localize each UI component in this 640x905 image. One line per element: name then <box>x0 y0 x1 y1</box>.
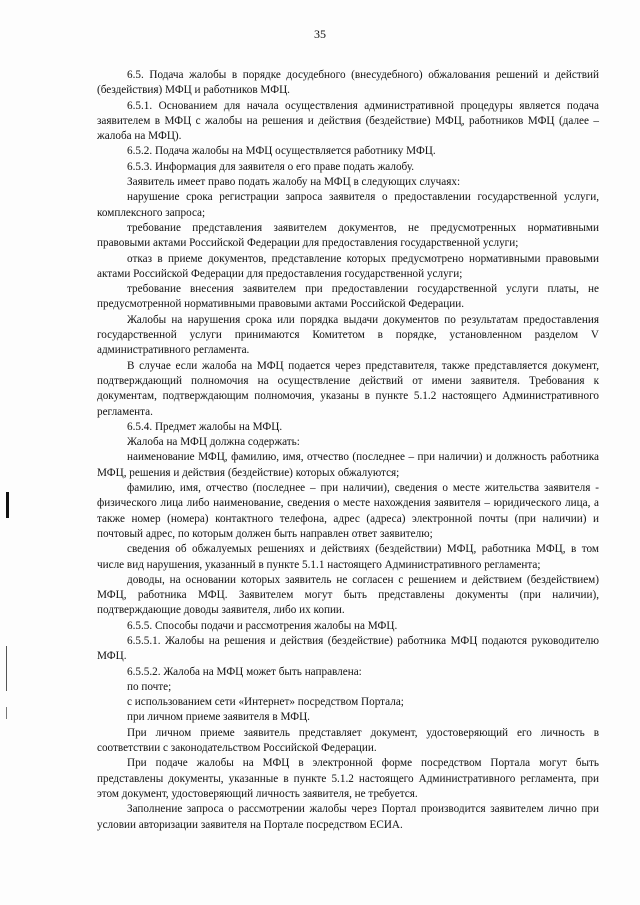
paragraph: при личном приеме заявителя в МФЦ. <box>127 711 310 724</box>
paragraph: 6.5.3. Информация для заявителя о его праве подать жалобу. <box>127 160 415 173</box>
margin-scan-mark <box>6 707 7 719</box>
paragraph: При подаче жалобы на МФЦ в электронной форме посредством Портала могут быть представлены документы, указанные в пункте 5.1.2 настоящего Административного регламента, при этом документ, удостоверяющий личность заявителя, не требуется. <box>97 757 599 800</box>
paragraph: наименование МФЦ, фамилию, имя, отчество (последнее – при наличии) и должность работника МФЦ, решения и действия (бездействие) которых обжалуются; <box>97 451 599 479</box>
paragraph: Жалоба на МФЦ должна содержать: <box>127 436 300 449</box>
paragraph: При личном приеме заявитель представляет документ, удостоверяющий его личность в соответствии с законодательством Российской Федерации. <box>97 726 599 755</box>
paragraph: отказ в приеме документов, представление которых предусмотрено нормативными правовыми актами Российской Федерации для предоставления государственной услуги; <box>97 252 599 280</box>
paragraph: 6.5.5.1. Жалобы на решения и действия (бездействие) работника МФЦ подаются руководителю МФЦ. <box>97 634 599 663</box>
paragraph: Заполнение запроса о рассмотрении жалобы через Портал производится заявителем лично при условии авторизации заявителя на Портале посредством ЕСИА. <box>97 803 599 831</box>
paragraph: 6.5.5.2. Жалоба на МФЦ может быть направлена: <box>127 665 362 678</box>
margin-scan-mark <box>6 646 7 691</box>
margin-scan-mark <box>6 492 9 518</box>
paragraph: требование представления заявителем документов, не предусмотренных нормативными правовыми актами Российской Федерации для предоставления государственной услуги; <box>97 221 599 250</box>
paragraph: Заявитель имеет право подать жалобу на МФЦ в следующих случаях: <box>127 176 461 189</box>
paragraph: фамилию, имя, отчество (последнее – при наличии), сведения о месте жительства заявителя - физического лица либо наименование, сведения о месте нахождения заявителя – юридического лица, а также номер (номера) контактного телефона, адрес (адреса) электронной почты (при наличии) и почтовый адрес, по которым должен быть направлен ответ заявителю; <box>97 482 599 540</box>
paragraph: по почте; <box>127 680 172 693</box>
paragraph: 6.5.5. Способы подачи и рассмотрения жалобы на МФЦ. <box>127 619 398 632</box>
paragraph: 6.5.2. Подача жалобы на МФЦ осуществляется работнику МФЦ. <box>127 145 436 158</box>
paragraph: требование внесения заявителем при предоставлении государственной услуги платы, не предусмотренной нормативными правовыми актами Российской Федерации. <box>97 283 599 311</box>
paragraph: 6.5. Подача жалобы в порядке досудебного (внесудебного) обжалования решений и действий (бездействия) МФЦ и работников МФЦ. <box>97 69 599 97</box>
paragraph: нарушение срока регистрации запроса заявителя о предоставлении государственной услуги, комплексного запроса; <box>97 191 599 219</box>
paragraph: Жалобы на нарушения срока или порядка выдачи документов по результатам предоставления государственной услуги принимаются Комитетом в порядке, установленном разделом V административного регламента. <box>97 313 599 357</box>
page-number: 35 <box>314 27 326 41</box>
paragraph: сведения об обжалуемых решениях и действиях (бездействии) МФЦ, работника МФЦ, в том числе вид нарушения, указанный в пункте 5.1.1 настоящего Административного регламента; <box>97 543 599 571</box>
paragraph: с использованием сети «Интернет» посредством Портала; <box>127 696 404 709</box>
paragraph: 6.5.1. Основанием для начала осуществления административной процедуры является подача заявителем в МФЦ с жалобы на решения и действия (бездействие) МФЦ, работников МФЦ (далее – жалоба на МФЦ). <box>97 99 599 143</box>
paragraph: доводы, на основании которых заявитель не согласен с решением и действием (бездействием) МФЦ, работника МФЦ. Заявителем могут быть представлены документы (при наличии), подтверждающие доводы заявителя, либо их копии. <box>97 573 599 617</box>
paragraph: В случае если жалоба на МФЦ подается через представителя, также представляется документ, подтверждающий полномочия на осуществление действий от имени заявителя. Требования к документам, подтверждающим полномочия, указаны в пункте 5.1.2 настоящего Административного регламента. <box>97 359 599 418</box>
document-body <box>97 68 599 833</box>
paragraph: 6.5.4. Предмет жалобы на МФЦ. <box>127 420 283 433</box>
